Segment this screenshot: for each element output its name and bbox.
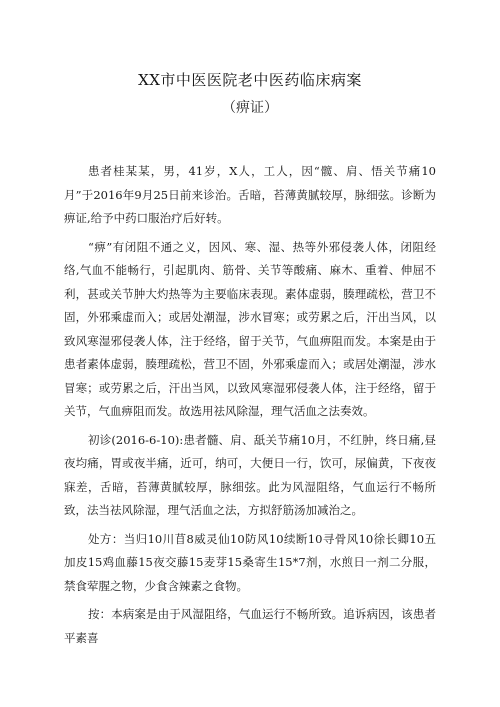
document-subtitle: （痹证）	[222, 100, 278, 116]
document-body	[64, 160, 436, 650]
paragraph-first-visit: 初诊(2016-6-10):患者髓、肩、舐关节痛10月，不红肿，终日痛,昼夜均痛，胃或夜半痛，近可，纳可，大便日一行，饮可，尿偏黄，下夜夜寐差，舌暗，苔薄黄腻较厚，脉细弦。此为风湿阻络，气血运行不畅所致，法当祛风除湿，理气活血之法，方拟舒筋汤加减治之。	[64, 432, 436, 517]
paragraph-commentary: 按：本病案是由于风湿阻络，气血运行不畅所致。追诉病因，该患者平素喜	[64, 607, 436, 645]
paragraph-patient-summary: 患者桂某某，男，41岁，X人，工人，因“髋、肩、悟关节痛10月”于2016年9月25日前来诊治。舌暗，苔薄黄腻较厚，脉细弦。诊断为痹证,给予中药口服治疗后好转。	[64, 164, 436, 225]
document-title: XX市中医医院老中医药临床病案	[138, 71, 362, 89]
paragraph-prescription: 处方：当归10川苜8威灵仙10防风10续断10寻骨风10徐长卿10五加皮15鸡血藤15夜交藤15麦芽15桑寄生15*7剂，水煎日一剂二分服，禁食荤腥之物，少食含辣素之食物。	[64, 531, 436, 593]
paragraph-disease-theory: “痹”有闭阻不通之义，因风、寒、湿、热等外邪侵袭人体，闭阻经络,气血不能畅行，引起肌肉、筋骨、关节等酸痛、麻木、重着、伸屈不利，甚或关节肿大灼热等为主要临床表现。素体虚弱，腠理疏松，营卫不固，外邪乘虚而入；或居处潮湿，涉水冒寒；或劳累之后，汗出当风，以致风寒湿邪侵袭人体，注于经络，留于关节，气血痹阻而发。本案是由于患者素体虚弱，腠理疏松，营卫不固，外邪乘虚而入；或居处潮湿，涉水冒寒；或劳累之后，汗出当风，以致风寒湿邪侵袭人体，注于经络，留于关节，气血痹阻而发。故选用祛风除湿，理气活血之法奏效。	[64, 239, 436, 418]
